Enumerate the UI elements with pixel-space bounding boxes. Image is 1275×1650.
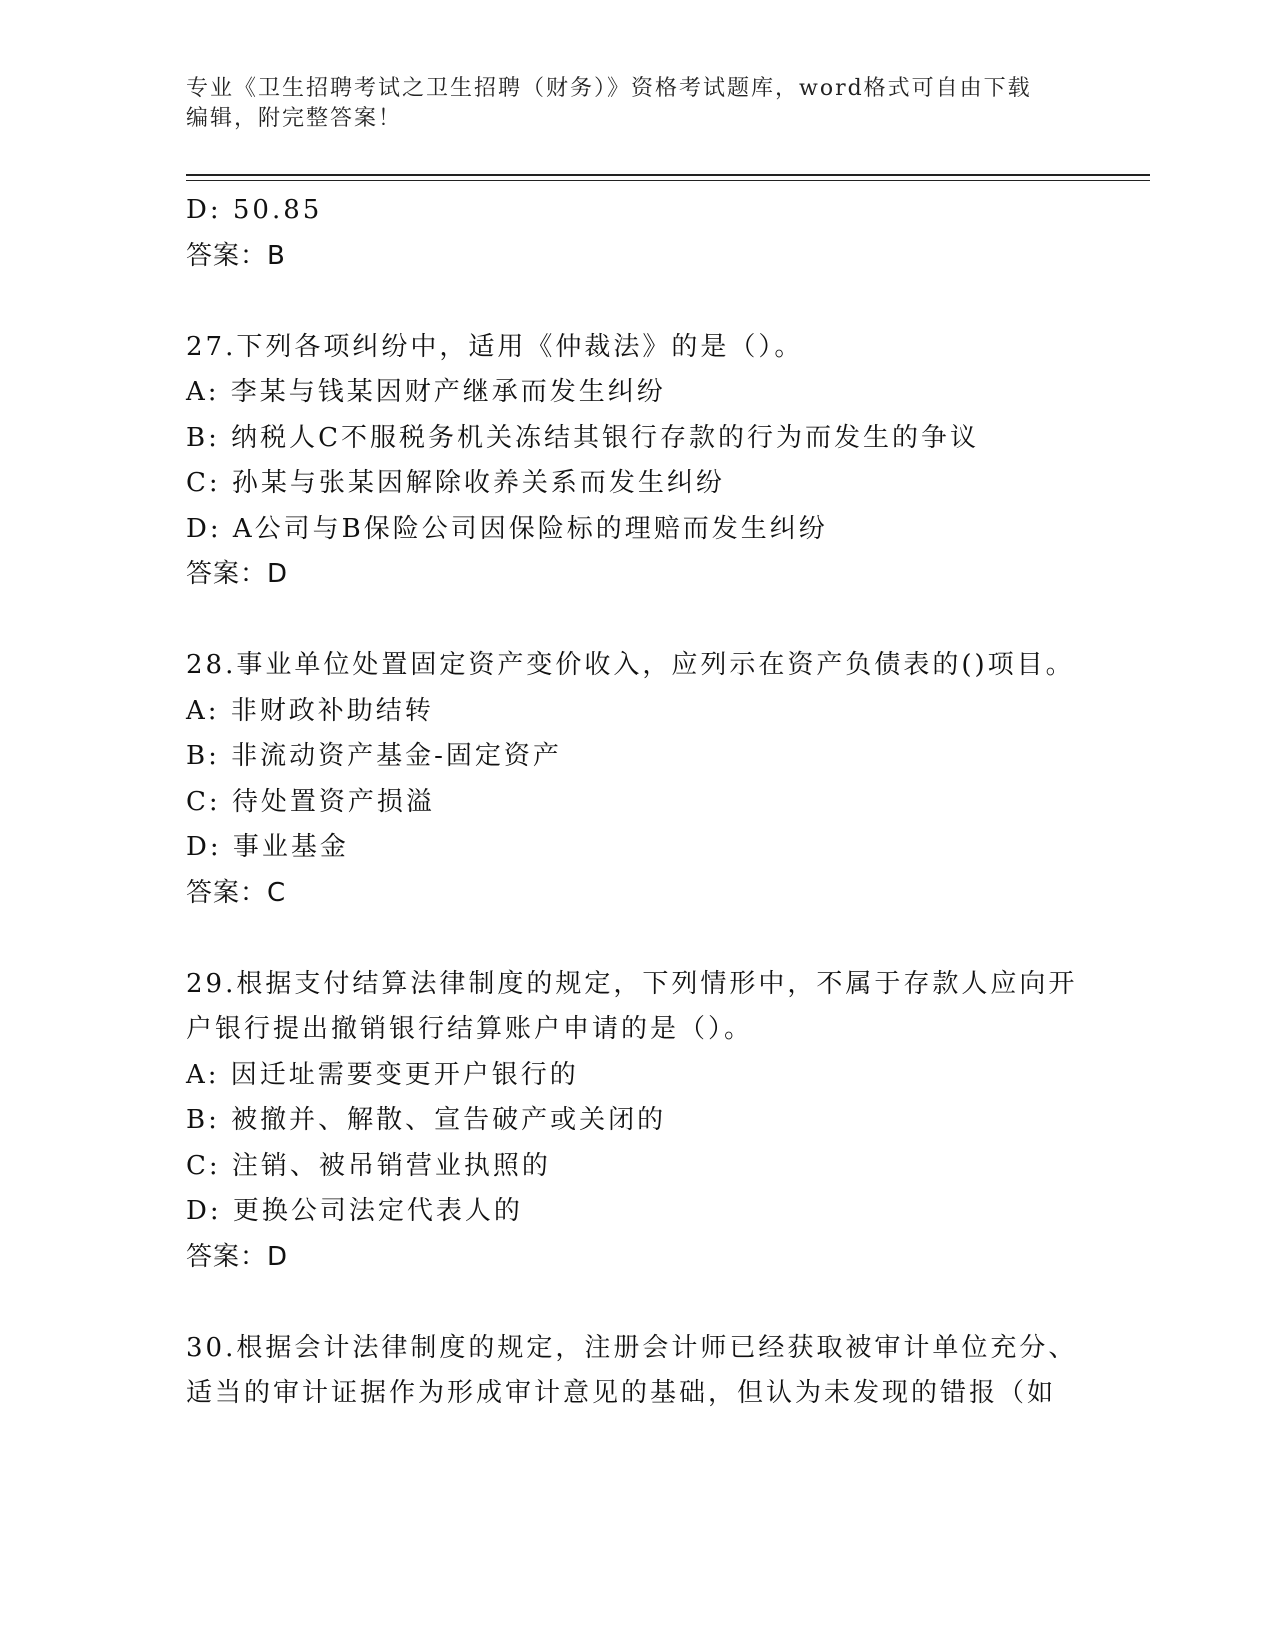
question-28-option-a: A: 非财政补助结转 [186, 695, 434, 726]
question-29-option-c: C: 注销、被吊销营业执照的 [186, 1150, 551, 1181]
question-29-stem-line-1: 29.根据支付结算法律制度的规定，下列情形中，不属于存款人应向开 [186, 968, 1078, 999]
question-28 [186, 643, 1086, 916]
question-29-option-a: A: 因迁址需要变更开户银行的 [186, 1059, 579, 1090]
question-28-answer: 答案：C [186, 877, 287, 908]
question-29-answer: 答案：D [186, 1241, 289, 1272]
question-29 [186, 962, 1086, 1281]
question-29-option-b: B: 被撤并、解散、宣告破产或关闭的 [186, 1105, 667, 1135]
question-30-stem-line-2: 适当的审计证据作为形成审计意见的基础，但认为未发现的错报（如 [186, 1378, 1057, 1408]
question-28-option-c: C: 待处置资产损溢 [186, 786, 435, 817]
question-30 [186, 1326, 1086, 1417]
question-27-option-b: B: 纳税人C不服税务机关冻结其银行存款的行为而发生的争议 [186, 422, 980, 453]
question-29-stem-line-2: 户银行提出撤销银行结算账户申请的是（）。 [186, 1014, 754, 1044]
question-28-option-b: B: 非流动资产基金-固定资产 [186, 741, 562, 771]
question-27-option-c: C: 孙某与张某因解除收养关系而发生纠纷 [186, 468, 725, 498]
question-30-stem-line-1: 30.根据会计法律制度的规定，注册会计师已经获取被审计单位充分、 [186, 1332, 1078, 1363]
spacer [186, 598, 1086, 644]
question-27 [186, 325, 1086, 598]
question-27-option-a: A: 李某与钱某因财产继承而发生纠纷 [186, 377, 666, 407]
question-27-answer: 答案：D [186, 559, 289, 589]
prev-option-d: D: 50.85 [186, 195, 323, 225]
question-28-option-d: D: 事业基金 [186, 832, 349, 862]
header-divider-thick [186, 174, 1150, 176]
question-27-option-d: D: A公司与B保险公司因保险标的理赔而发生纠纷 [186, 513, 828, 544]
spacer [186, 1280, 1086, 1326]
header-line-2: 编辑，附完整答案！ [186, 106, 403, 131]
question-27-stem: 27.下列各项纠纷中，适用《仲裁法》的是（）。 [186, 331, 804, 362]
prev-answer: 答案：B [186, 240, 286, 271]
header-line-1: 专业《卫生招聘考试之卫生招聘（财务）》资格考试题库，word格式可自由下载 [186, 76, 1032, 101]
spacer [186, 916, 1086, 962]
spacer [186, 279, 1086, 325]
document-header [186, 74, 1066, 134]
header-divider-thin [186, 180, 1150, 181]
question-list [186, 188, 1086, 1417]
question-28-stem: 28.事业单位处置固定资产变价收入，应列示在资产负债表的()项目。 [186, 650, 1075, 680]
question-29-option-d: D: 更换公司法定代表人的 [186, 1196, 523, 1226]
